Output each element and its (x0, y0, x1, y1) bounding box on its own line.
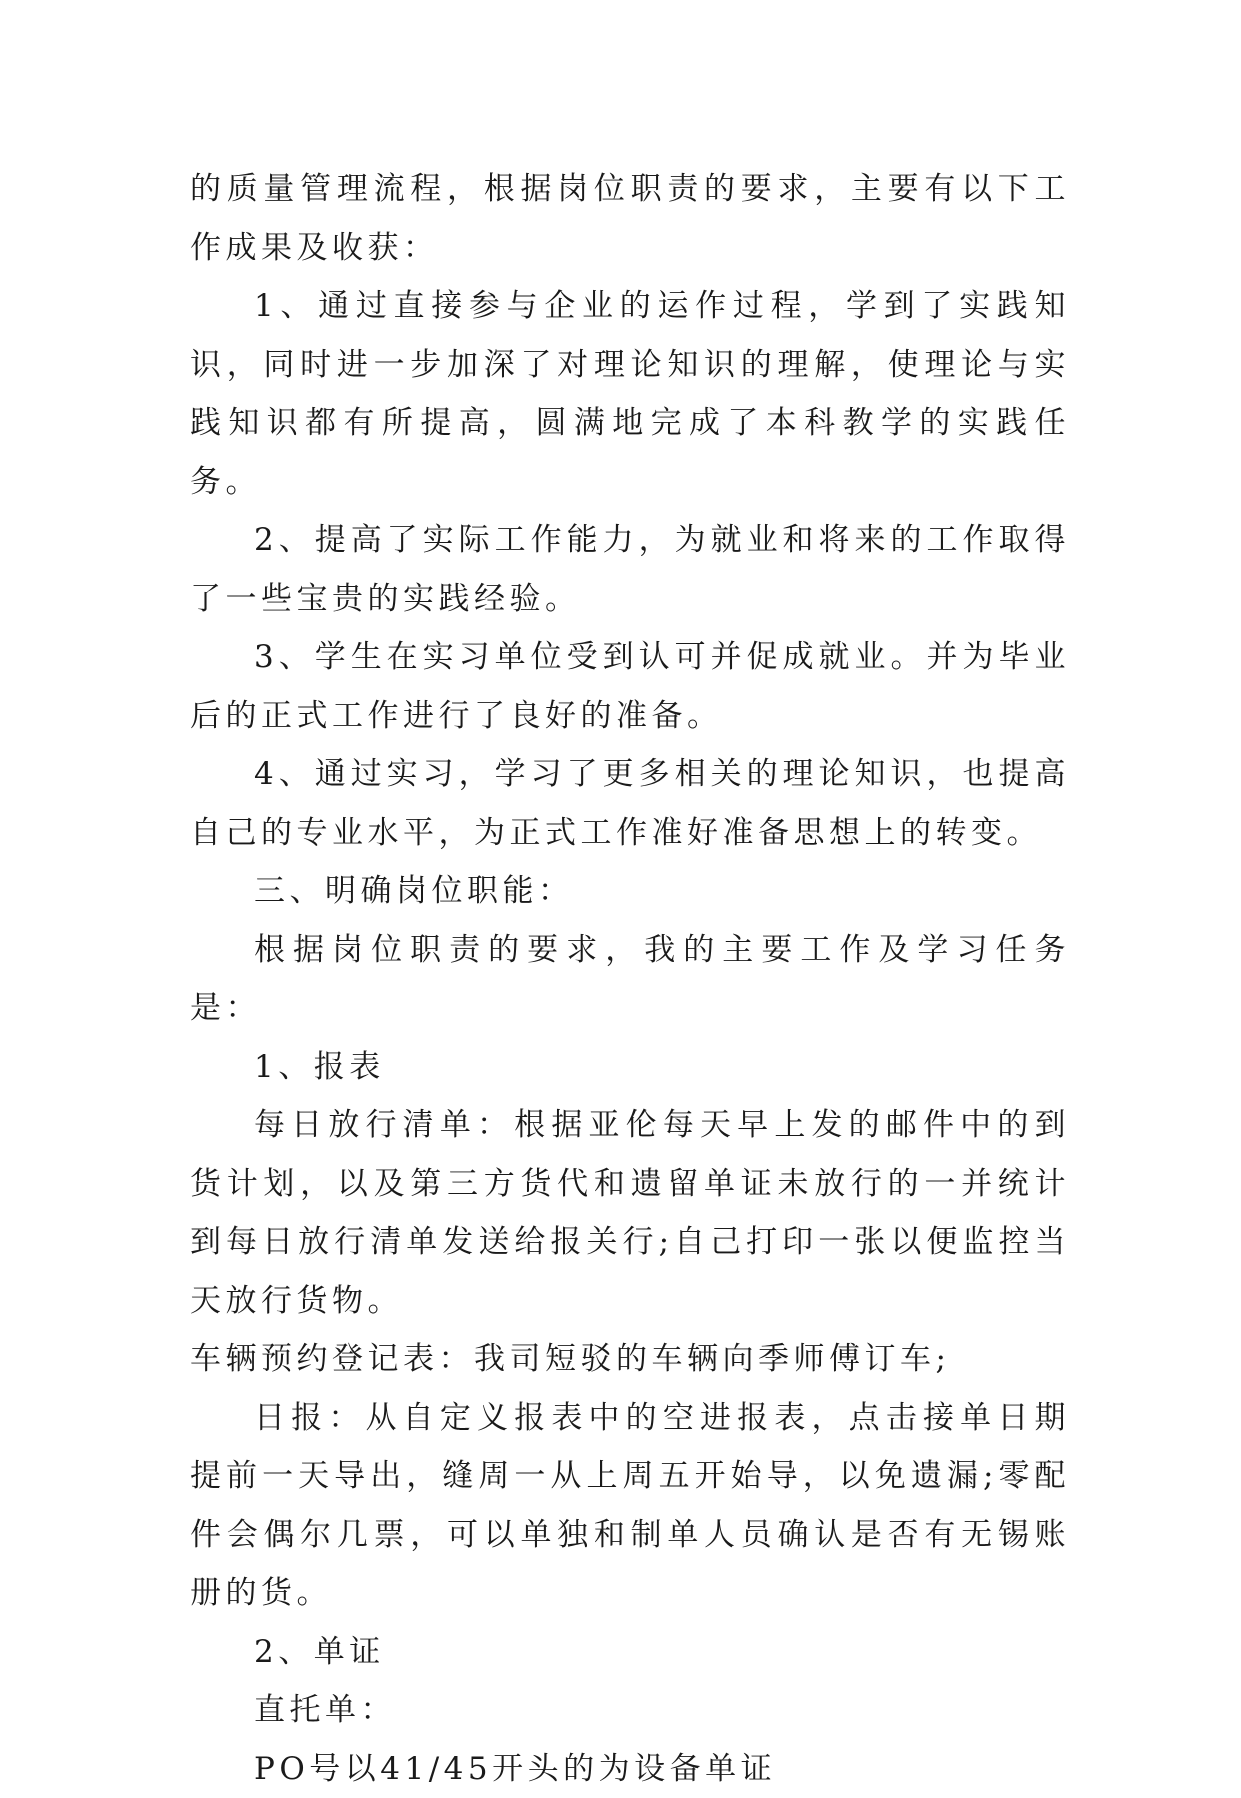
subheading-reports: 1、报表 (190, 1038, 1070, 1097)
paragraph-vehicle-booking: 车辆预约登记表：我司短驳的车辆向季师傅订车; (190, 1330, 1070, 1389)
subheading-documents: 2、单证 (190, 1623, 1070, 1682)
paragraph-po-number-rule: PO号以41/45开头的为设备单证 (190, 1740, 1070, 1798)
document-body (190, 160, 1070, 1798)
paragraph-main-tasks: 根据岗位职责的要求，我的主要工作及学习任务是： (190, 921, 1070, 1038)
paragraph-result-3: 3、学生在实习单位受到认可并促成就业。并为毕业后的正式工作进行了良好的准备。 (190, 628, 1070, 745)
paragraph-result-2: 2、提高了实际工作能力，为就业和将来的工作取得了一些宝贵的实践经验。 (190, 511, 1070, 628)
paragraph-result-4: 4、通过实习，学习了更多相关的理论知识，也提高自己的专业水平，为正式工作准好准备思想上的转变。 (190, 745, 1070, 862)
subheading-direct-consignment: 直托单： (190, 1681, 1070, 1740)
paragraph-daily-release-list: 每日放行清单：根据亚伦每天早上发的邮件中的到货计划，以及第三方货代和遗留单证未放行的一并统计到每日放行清单发送给报关行;自己打印一张以便监控当天放行货物。 (190, 1096, 1070, 1330)
paragraph-result-1: 1、通过直接参与企业的运作过程，学到了实践知识，同时进一步加深了对理论知识的理解，使理论与实践知识都有所提高，圆满地完成了本科教学的实践任务。 (190, 277, 1070, 511)
section-heading-job-functions: 三、明确岗位职能： (190, 862, 1070, 921)
paragraph-daily-report: 日报：从自定义报表中的空进报表，点击接单日期提前一天导出，缝周一从上周五开始导，以免遗漏;零配件会偶尔几票，可以单独和制单人员确认是否有无锡账册的货。 (190, 1389, 1070, 1623)
paragraph-quality-process: 的质量管理流程，根据岗位职责的要求，主要有以下工作成果及收获： (190, 160, 1070, 277)
